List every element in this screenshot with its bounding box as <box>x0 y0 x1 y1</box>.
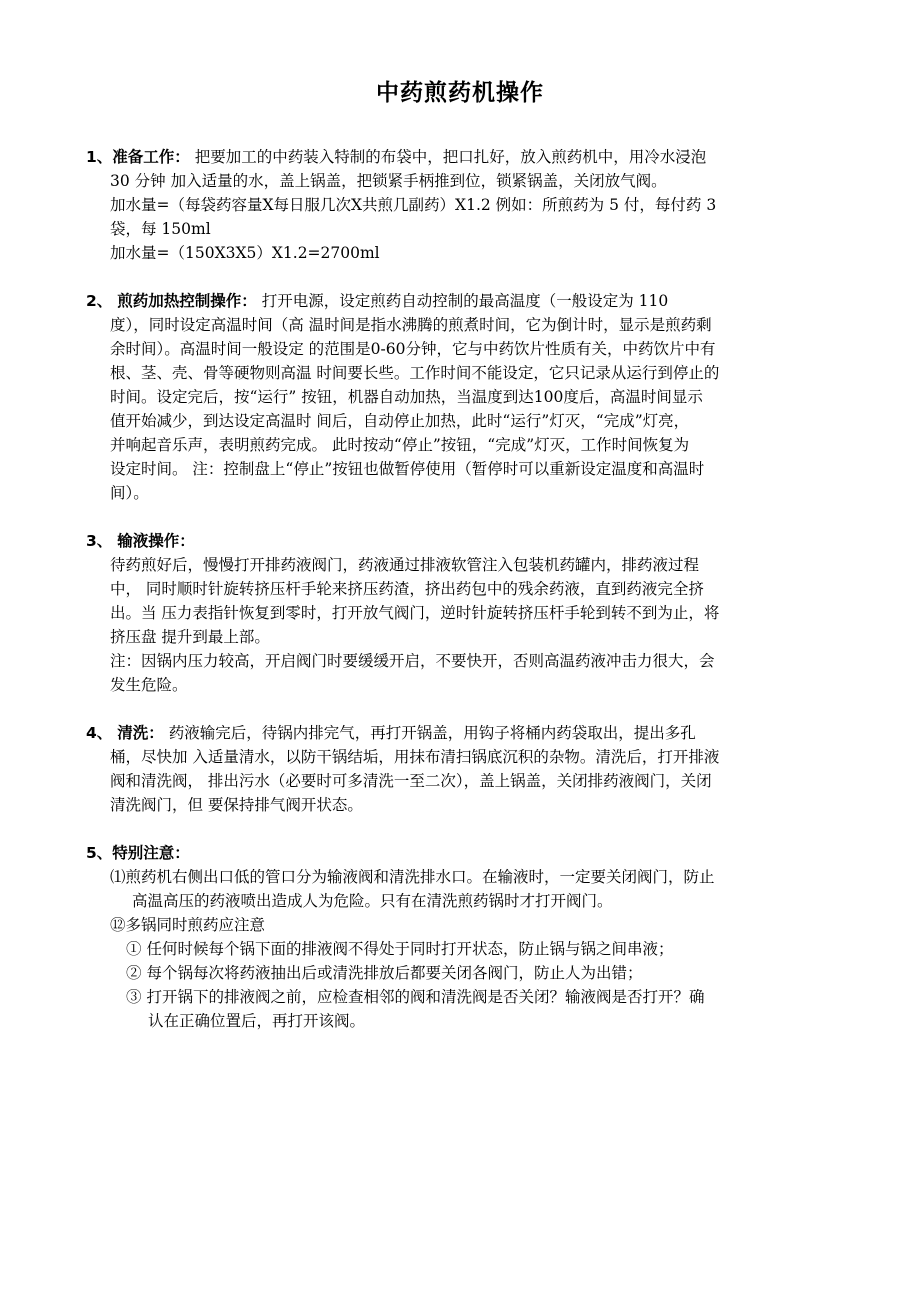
section-3-first-line <box>86 529 195 553</box>
note-marker: ⑫ <box>110 916 126 934</box>
section-text: 打开电源，设定煎药自动控制的最高温度（一般设定为 110 <box>261 292 669 310</box>
text-line: 桶，尽快加 入适量清水，以防干锅结垢，用抹布清扫锅底沉积的杂物。清洗后，打开排液 <box>110 748 720 766</box>
text-line: 中， 同时顺时针旋转挤压杆手轮来挤压药渣，挤出药包中的残余药液，直到药液完全挤 <box>110 580 704 598</box>
text-line: 时间。设定完后，按“运行” 按钮，机器自动加热，当温度到达100度后，高温时间显示 <box>110 388 703 406</box>
section-heading: 特别注意： <box>112 844 190 862</box>
text-line: 煎药机右侧出口低的管口分为输液阀和清洗排水口。在输液时，一定要关闭阀门，防止 <box>125 868 715 886</box>
text-line: 间）。 <box>110 484 149 502</box>
section-4-first-line <box>86 721 696 745</box>
section-2-first-line <box>86 289 668 313</box>
text-line: 并响起音乐声，表明煎药完成。 此时按动“停止”按钮，“完成”灯灭，工作时间恢复为 <box>110 436 690 454</box>
section-5-first-line <box>86 841 190 865</box>
text-line: 待药煎好后，慢慢打开排药液阀门，药液通过排液软管注入包装机药罐内，排药液过程 <box>110 556 700 574</box>
section-2-body <box>110 313 845 505</box>
text-line: 出。当 压力表指针恢复到零时，打开放气阀门，逆时针旋转挤压杆手轮到转不到为止，将 <box>110 604 720 622</box>
text-line: 注：因锅内压力较高，开启阀门时要缓缓开启，不要快开，否则高温药液冲击力很大，会 <box>110 652 715 670</box>
section-number: 4、 <box>86 724 113 742</box>
text-line: 高温高压的药液喷出造成人为危险。只有在清洗煎药锅时才打开阀门。 <box>132 892 613 910</box>
text-line: 多锅同时煎药应注意 <box>125 916 266 934</box>
text-line: 袋，每 150ml <box>110 220 211 238</box>
note-marker: ⑴ <box>110 868 126 886</box>
text-line: 根、茎、壳、骨等硬物则高温 时间要长些。工作时间不能设定，它只记录从运行到停止的 <box>110 364 720 382</box>
section-heading: 输液操作： <box>117 532 195 550</box>
section-number: 2、 <box>86 292 113 310</box>
text-line: 度），同时设定高温时间（高 温时间是指水沸腾的煎煮时间，它为倒计时，显示是煎药剩 <box>110 316 712 334</box>
section-4-body <box>110 745 845 817</box>
list-item <box>126 961 704 985</box>
list-item <box>126 937 704 961</box>
text-line: 清洗阀门，但 要保持排气阀开状态。 <box>110 796 363 814</box>
document-title: 中药煎药机操作 <box>376 80 544 106</box>
text-line: 余时间）。高温时间一般设定 的范围是0-60分钟，它与中药饮片性质有关，中药饮片中有 <box>110 340 716 358</box>
note-2-items <box>126 937 704 1033</box>
list-item <box>126 985 704 1009</box>
section-number: 5、 <box>86 844 113 862</box>
text-line: 阀和清洗阀， 排出污水（必要时可多清洗一至二次），盖上锅盖，关闭排药液阀门，关闭 <box>110 772 712 790</box>
section-1-first-line <box>86 145 706 169</box>
section-heading: 煎药加热控制操作： <box>117 292 257 310</box>
text-line: 任何时候每个锅下面的排液阀不得处于同时打开状态，防止锅与锅之间串液； <box>146 940 674 958</box>
text-line: 值开始减少，到达设定高温时 间后，自动停止加热，此时“运行”灯灭，“完成”灯亮， <box>110 412 690 430</box>
text-line: 发生危险。 <box>110 676 188 694</box>
text-line: 认在正确位置后，再打开该阀。 <box>148 1012 366 1030</box>
text-line: 每个锅每次将药液抽出后或清洗排放后都要关闭各阀门，防止人为出错； <box>146 964 643 982</box>
text-line: 加水量=（150X3X5）X1.2=2700ml <box>110 244 380 262</box>
note-1 <box>110 865 715 937</box>
item-marker: ② <box>126 964 142 982</box>
section-1-body <box>110 169 845 265</box>
section-3-body <box>110 553 845 697</box>
text-line: 挤压盘 提升到最上部。 <box>110 628 270 646</box>
item-marker: ① <box>126 940 142 958</box>
section-text: 药液输完后，待锅内排完气，再打开锅盖，用钩子将桶内药袋取出，提出多孔 <box>168 724 696 742</box>
section-number: 1、 <box>86 148 113 166</box>
text-line: 设定时间。 注：控制盘上“停止”按钮也做暂停使用（暂停时可以重新设定温度和高温时 <box>110 460 705 478</box>
section-text: 把要加工的中药装入特制的布袋中，把口扎好，放入煎药机中，用冷水浸泡 <box>194 148 707 166</box>
section-heading: 准备工作： <box>112 148 190 166</box>
text-line: 打开锅下的排液阀之前，应检查相邻的阀和清洗阀是否关闭？输液阀是否打开？确 <box>146 988 705 1006</box>
text-line: 加水量=（每袋药容量X每日服几次X共煎几副药）X1.2 例如：所煎药为 5 付，每付药 3 <box>110 196 717 214</box>
text-line: 30 分钟 加入适量的水，盖上锅盖，把锁紧手柄推到位，锁紧锅盖，关闭放气阀。 <box>110 172 667 190</box>
section-number: 3、 <box>86 532 113 550</box>
section-heading: 清洗： <box>117 724 164 742</box>
item-marker: ③ <box>126 988 142 1006</box>
